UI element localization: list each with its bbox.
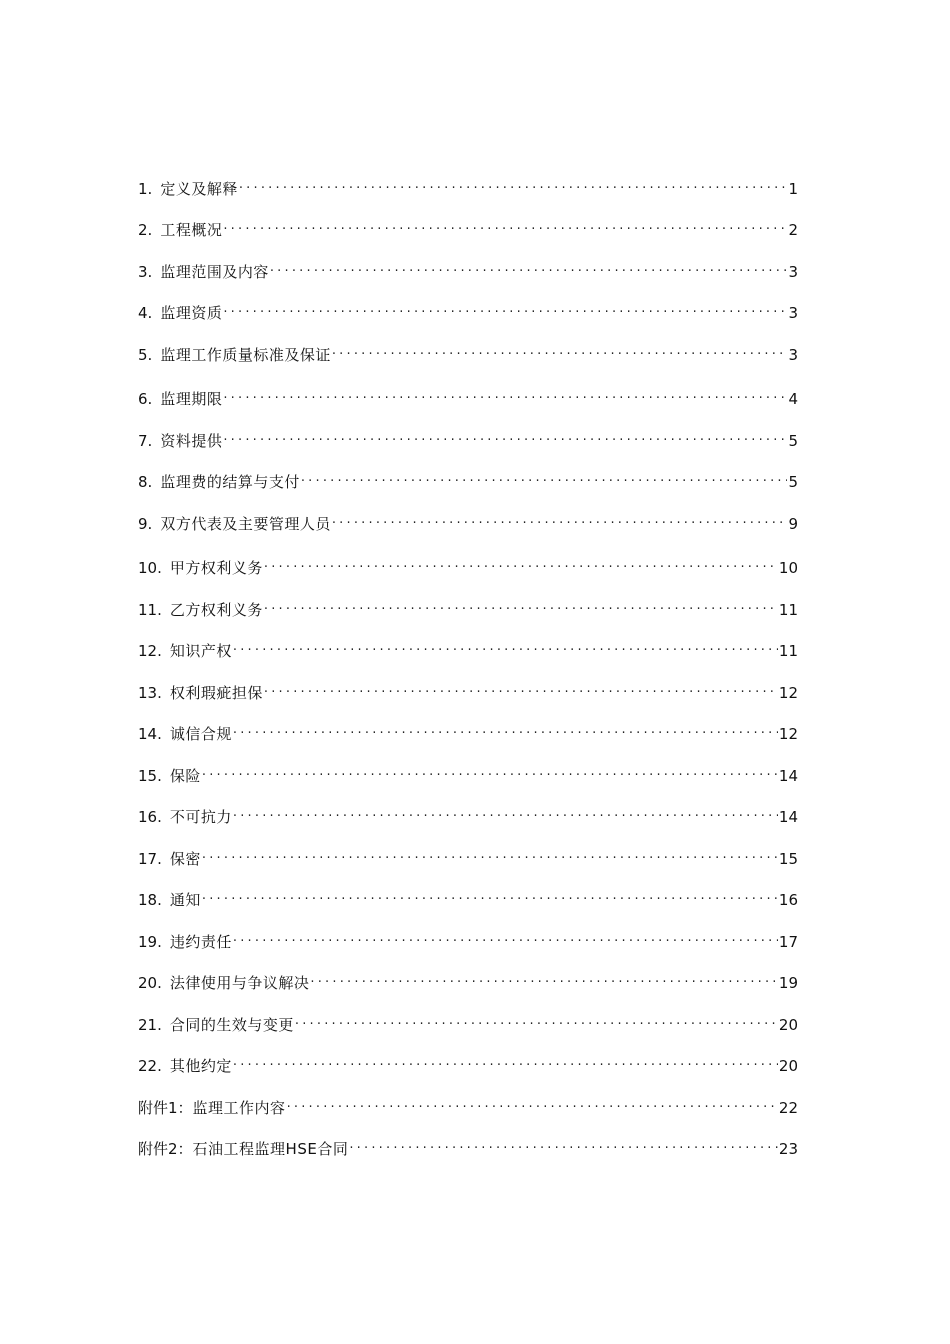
toc-entry[interactable] [138,507,798,533]
toc-dot-leader [287,1091,778,1113]
toc-entry-number: 5. [138,346,153,364]
toc-dot-leader [332,338,788,360]
toc-entry[interactable] [138,759,798,785]
toc-entry-number: 13. [138,684,162,702]
toc-entry-number: 14. [138,725,162,743]
toc-dot-leader [233,717,778,739]
toc-entry-title: 监理工作内容 [192,1099,286,1117]
toc-entry-number: 19. [138,933,162,951]
toc-entry-title: 保险 [169,767,201,785]
toc-entry-page: 9 [788,515,798,533]
toc-entry[interactable] [138,296,798,322]
toc-entry-title: 监理费的结算与支付 [160,473,300,491]
toc-entry-title: 石油工程监理HSE合同 [192,1140,349,1158]
toc-entry-page: 23 [778,1140,798,1158]
toc-entry-page: 5 [788,473,798,491]
toc-entry[interactable] [138,634,798,660]
toc-entry-number: 22. [138,1057,162,1075]
toc-dot-leader [223,424,787,446]
toc-entry[interactable] [138,424,798,450]
toc-dot-leader [223,296,787,318]
toc-entry-number: 17. [138,850,162,868]
toc-dot-leader [233,634,778,656]
toc-dot-leader [223,382,787,404]
toc-entry[interactable] [138,925,798,951]
toc-entry-page: 14 [778,767,798,785]
toc-entry-page: 12 [778,684,798,702]
toc-entry-page: 14 [778,808,798,826]
toc-dot-leader [301,465,788,487]
toc-dot-leader [239,172,788,194]
toc-entry[interactable] [138,800,798,826]
toc-entry-number: 21. [138,1016,162,1034]
toc-entry[interactable] [138,338,798,364]
toc-entry-page: 15 [778,850,798,868]
toc-entry-title: 合同的生效与变更 [169,1016,294,1034]
toc-dot-leader [310,966,778,988]
toc-entry-number: 16. [138,808,162,826]
toc-entry-number: 3. [138,263,153,281]
toc-entry-title: 通知 [169,891,201,909]
toc-entry-page: 3 [788,304,798,322]
toc-entry[interactable] [138,717,798,743]
toc-entry-page: 5 [788,432,798,450]
toc-entry-number: 附件1： [138,1099,193,1117]
toc-dot-leader [202,842,778,864]
toc-entry-title: 监理期限 [160,390,223,408]
toc-entry-page: 19 [778,974,798,992]
toc-entry-page: 11 [778,642,798,660]
toc-entry-title: 权利瑕疵担保 [169,684,263,702]
toc-entry-page: 3 [788,346,798,364]
toc-entry[interactable] [138,593,798,619]
toc-entry-page: 20 [778,1016,798,1034]
toc-entry[interactable] [138,1049,798,1075]
toc-entry[interactable] [138,676,798,702]
toc-entry-title: 监理工作质量标准及保证 [160,346,331,364]
toc-entry[interactable] [138,255,798,281]
toc-entry-title: 违约责任 [169,933,232,951]
toc-entry-title: 法律使用与争议解决 [169,974,310,992]
toc-entry[interactable] [138,213,798,239]
toc-dot-leader [233,925,778,947]
toc-entry-title: 诚信合规 [169,725,232,743]
toc-entry-number: 10. [138,559,162,577]
toc-entry-number: 6. [138,390,153,408]
toc-dot-leader [332,507,788,529]
toc-entry[interactable] [138,551,798,577]
toc-entry-page: 1 [788,180,798,198]
toc-entry-page: 11 [778,601,798,619]
toc-entry-title: 不可抗力 [169,808,232,826]
toc-entry-title: 监理范围及内容 [160,263,269,281]
toc-entry[interactable] [138,172,798,198]
toc-entry-page: 17 [778,933,798,951]
toc-entry[interactable] [138,1091,798,1117]
toc-entry-number: 20. [138,974,162,992]
toc-entry-page: 3 [788,263,798,281]
toc-dot-leader [264,551,778,573]
toc-entry[interactable] [138,842,798,868]
toc-entry-number: 18. [138,891,162,909]
toc-dot-leader [295,1008,778,1030]
toc-entry-title: 双方代表及主要管理人员 [160,515,331,533]
toc-entry-page: 22 [778,1099,798,1117]
toc-entry[interactable] [138,465,798,491]
toc-dot-leader [202,883,778,905]
toc-entry[interactable] [138,1132,798,1158]
toc-dot-leader [233,800,778,822]
toc-entry[interactable] [138,1008,798,1034]
toc-entry-number: 1. [138,180,153,198]
toc-dot-leader [349,1132,778,1154]
toc-entry[interactable] [138,883,798,909]
toc-entry-number: 15. [138,767,162,785]
toc-entry-number: 12. [138,642,162,660]
toc-entry-number: 附件2： [138,1140,193,1158]
toc-dot-leader [270,255,788,277]
toc-entry-title: 保密 [169,850,201,868]
toc-dot-leader [233,1049,778,1071]
toc-entry[interactable] [138,966,798,992]
toc-entry-title: 工程概况 [160,221,223,239]
toc-entry-page: 12 [778,725,798,743]
toc-entry-number: 7. [138,432,153,450]
toc-entry-number: 9. [138,515,153,533]
toc-dot-leader [223,213,787,235]
toc-entry[interactable] [138,382,798,408]
toc-entry-title: 乙方权利义务 [169,601,263,619]
toc-entry-number: 2. [138,221,153,239]
toc-entry-title: 资料提供 [160,432,223,450]
toc-entry-title: 其他约定 [169,1057,232,1075]
toc-entry-page: 16 [778,891,798,909]
toc-entry-page: 10 [778,559,798,577]
toc-entry-title: 定义及解释 [160,180,238,198]
toc-entry-number: 8. [138,473,153,491]
toc-entry-number: 4. [138,304,153,322]
toc-dot-leader [202,759,778,781]
toc-entry-title: 甲方权利义务 [169,559,263,577]
toc-entry-title: 知识产权 [169,642,232,660]
toc-dot-leader [264,593,778,615]
toc-entry-page: 4 [788,390,798,408]
toc-entry-page: 20 [778,1057,798,1075]
toc-entry-title: 监理资质 [160,304,223,322]
toc-entry-page: 2 [788,221,798,239]
toc-dot-leader [264,676,778,698]
toc-entry-number: 11. [138,601,162,619]
